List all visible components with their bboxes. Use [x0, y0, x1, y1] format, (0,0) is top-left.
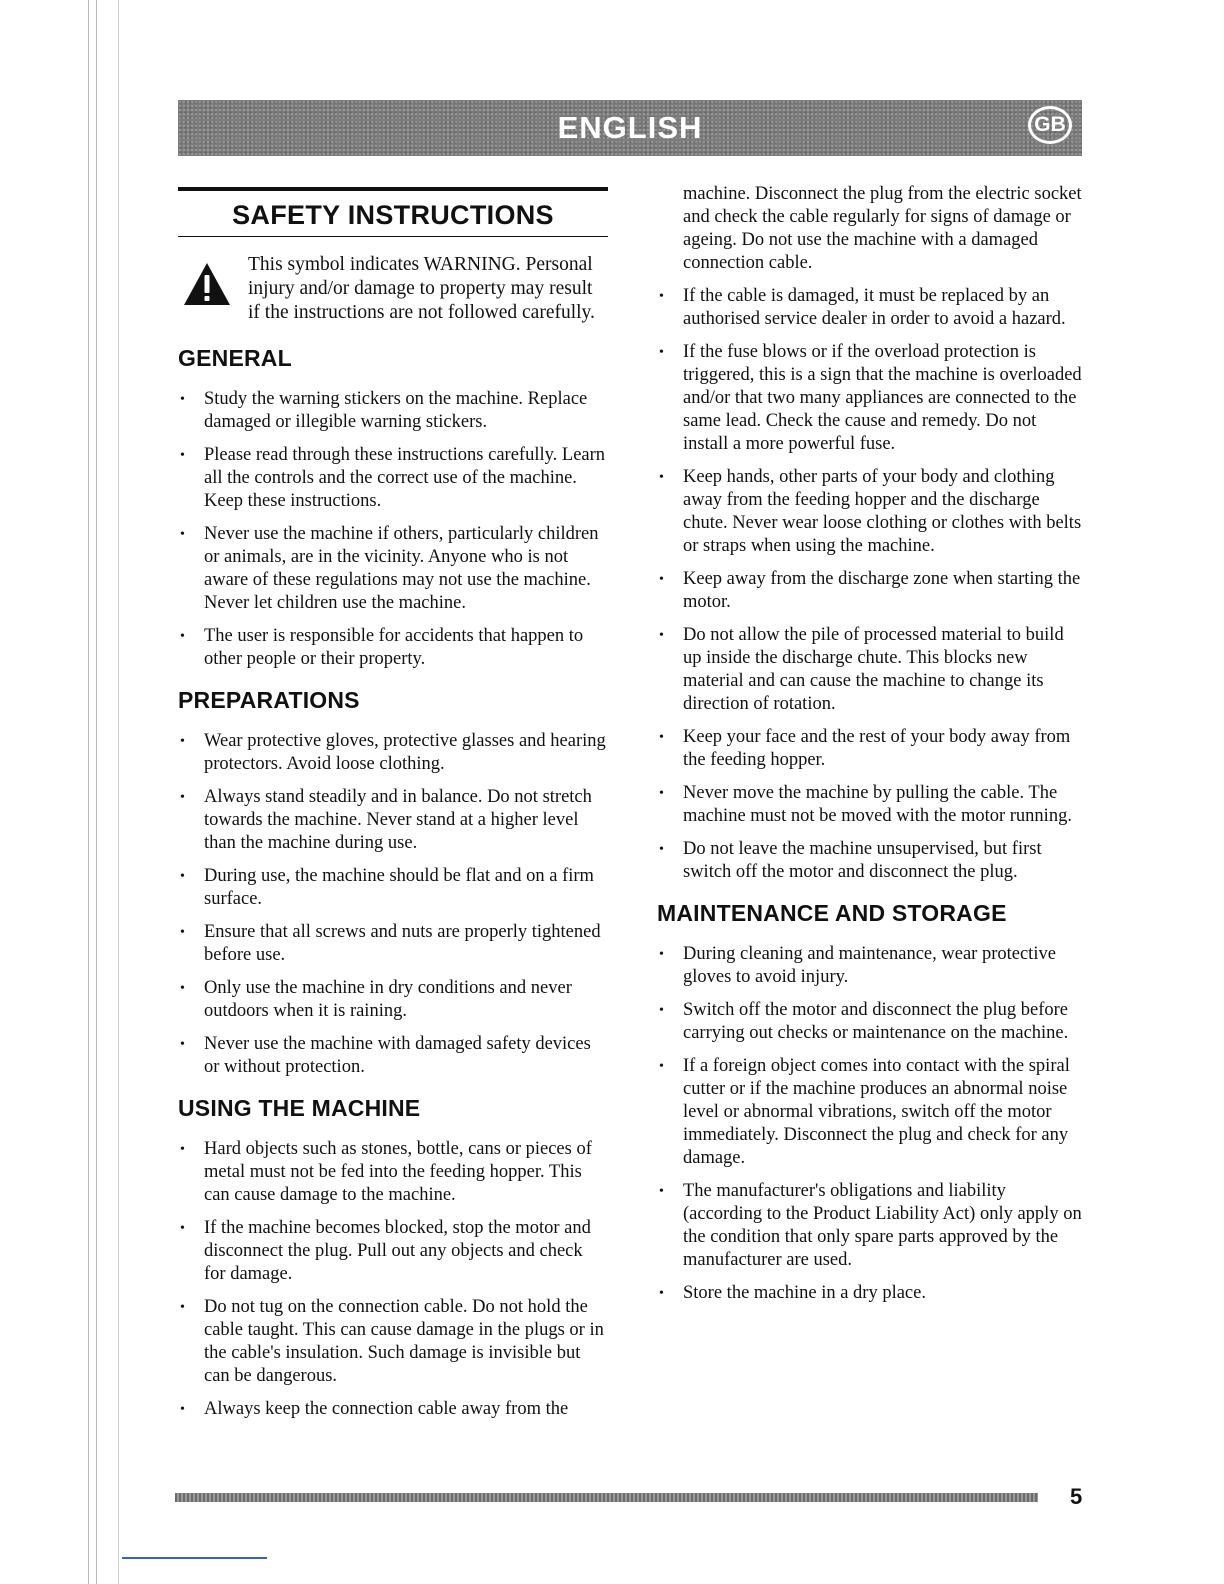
list-item: • Always keep the connection cable away from the: [180, 1399, 569, 1419]
general-list: [178, 388, 608, 671]
list-item: • Wear protective gloves, protective glasses and hearing protectors. Avoid loose clothing.: [180, 731, 606, 774]
list-item: • During use, the machine should be flat and on a firm surface.: [180, 866, 594, 909]
list-item: • Do not tug on the connection cable. Do not hold the cable taught. This can cause damage in the plugs or in the cable's insulation. Such damage is invisible but can be dangerous.: [180, 1297, 604, 1386]
left-column: [178, 180, 608, 1431]
list-item: • If a foreign object comes into contact with the spiral cutter or if the machine produces an abnormal noise level or abnormal vibrations, switch off the motor immediately. Disconnect the plug and check for any damage.: [659, 1056, 1070, 1168]
bullet-icon: •: [180, 1402, 185, 1417]
section-heading-maintenance: MAINTENANCE AND STORAGE: [657, 900, 1007, 926]
bullet-icon: •: [659, 572, 664, 587]
bullet-icon: •: [659, 786, 664, 801]
list-item: • Keep your face and the rest of your body away from the feeding hopper.: [659, 727, 1071, 770]
list-item: • If the cable is damaged, it must be replaced by an authorised service dealer in order to avoid a hazard.: [659, 286, 1066, 329]
title-block: [178, 187, 608, 237]
bullet-icon: •: [659, 1184, 664, 1199]
list-item: • Keep hands, other parts of your body and clothing away from the feeding hopper and the discharge chute. Never wear loose clothing or clothes with belts or straps when using the machine.: [659, 467, 1082, 556]
bullet-icon: •: [180, 392, 185, 407]
list-item: • Only use the machine in dry conditions and never outdoors when it is raining.: [180, 978, 572, 1021]
list-item: • Never use the machine if others, particularly children or animals, are in the vicinity. Anyone who is not aware of these regulations may not use the machine. Never let children use the machine.: [180, 524, 599, 613]
list-item: • If the machine becomes blocked, stop the motor and disconnect the plug. Pull out any objects and check for damage.: [180, 1218, 591, 1284]
list-item: • Study the warning stickers on the machine. Replace damaged or illegible warning stickers.: [180, 389, 588, 432]
section-heading-preparations: PREPARATIONS: [178, 687, 360, 713]
list-item: • Hard objects such as stones, bottle, cans or pieces of metal must not be fed into the feeding hopper. This can cause damage to the machine.: [180, 1139, 592, 1205]
bullet-icon: •: [659, 730, 664, 745]
bullet-icon: •: [180, 1142, 185, 1157]
bullet-icon: •: [180, 629, 185, 644]
bullet-icon: •: [659, 947, 664, 962]
bullet-icon: •: [180, 1221, 185, 1236]
bullet-icon: •: [180, 527, 185, 542]
list-item: • During cleaning and maintenance, wear protective gloves to avoid injury.: [659, 944, 1056, 987]
list-item: • Keep away from the discharge zone when starting the motor.: [659, 569, 1081, 612]
list-item: • Store the machine in a dry place.: [659, 1283, 926, 1303]
language-header-band: [178, 100, 1082, 156]
list-item: • The user is responsible for accidents that happen to other people or their property.: [180, 626, 584, 669]
list-item: • Do not leave the machine unsupervised, but first switch off the motor and disconnect the plug.: [659, 839, 1042, 882]
country-badge: GB: [1028, 106, 1072, 144]
list-item: • Always stand steadily and in balance. Do not stretch towards the machine. Never stand at a higher level than the machine during use.: [180, 787, 592, 853]
warning-triangle-icon: [182, 261, 232, 307]
bullet-icon: •: [180, 448, 185, 463]
bullet-icon: •: [659, 470, 664, 485]
language-title: ENGLISH: [557, 110, 703, 145]
bullet-icon: •: [659, 1059, 664, 1074]
section-heading-general: GENERAL: [178, 345, 292, 371]
list-item-continued: machine. Disconnect the plug from the electric socket and check the cable regularly for signs of damage or ageing. Do not use the machine with a damaged connection cable.: [683, 184, 1082, 273]
bullet-icon: •: [659, 289, 664, 304]
warning-notice: [178, 253, 608, 325]
warning-text: This symbol indicates WARNING. Personal injury and/or damage to property may result if the instructions are not followed carefully.: [248, 254, 595, 323]
bullet-icon: •: [180, 790, 185, 805]
bullet-icon: •: [659, 1003, 664, 1018]
page-number: 5: [1070, 1484, 1083, 1509]
scan-edge-line: [96, 0, 97, 1584]
scan-edge-line: [118, 0, 119, 1584]
footer-bar: [175, 1493, 1038, 1502]
using-list-continued: [657, 285, 1085, 884]
bullet-icon: •: [180, 734, 185, 749]
list-item: • Never move the machine by pulling the cable. The machine must not be moved with the motor running.: [659, 783, 1072, 826]
bullet-icon: •: [659, 842, 664, 857]
bullet-icon: •: [180, 1300, 185, 1315]
maintenance-list: [657, 943, 1085, 1305]
list-item: • If the fuse blows or if the overload protection is triggered, this is a sign that the machine is overloaded and/or that two many appliances are connected to the same lead. Check the cause and remedy. Do not install a more powerful fuse.: [659, 342, 1082, 454]
right-column: [657, 183, 1085, 1315]
list-item: • The manufacturer's obligations and liability (according to the Product Liability Act) only apply on the condition that only spare parts approved by the manufacturer are used.: [659, 1181, 1082, 1270]
list-item: • Ensure that all screws and nuts are properly tightened before use.: [180, 922, 601, 965]
list-item: • Switch off the motor and disconnect the plug before carrying out checks or maintenance on the machine.: [659, 1000, 1069, 1043]
bullet-icon: •: [659, 1286, 664, 1301]
section-heading-using-the-machine: USING THE MACHINE: [178, 1095, 421, 1121]
list-item: • Please read through these instructions carefully. Learn all the controls and the correct use of the machine. Keep these instructions.: [180, 445, 606, 511]
scan-edge-line: [88, 0, 89, 1584]
bullet-icon: •: [180, 1037, 185, 1052]
scan-mark: [122, 1557, 267, 1559]
list-item: • Never use the machine with damaged safety devices or without protection.: [180, 1034, 591, 1077]
using-list: [178, 1138, 608, 1421]
preparations-list: [178, 730, 608, 1079]
bullet-icon: •: [180, 925, 185, 940]
bullet-icon: •: [180, 981, 185, 996]
page-title: SAFETY INSTRUCTIONS: [232, 200, 554, 230]
bullet-icon: •: [659, 345, 664, 360]
bullet-icon: •: [659, 628, 664, 643]
list-item: • Do not allow the pile of processed material to build up inside the discharge chute. This blocks new material and can cause the machine to change its direction of rotation.: [659, 625, 1064, 714]
bullet-icon: •: [180, 869, 185, 884]
